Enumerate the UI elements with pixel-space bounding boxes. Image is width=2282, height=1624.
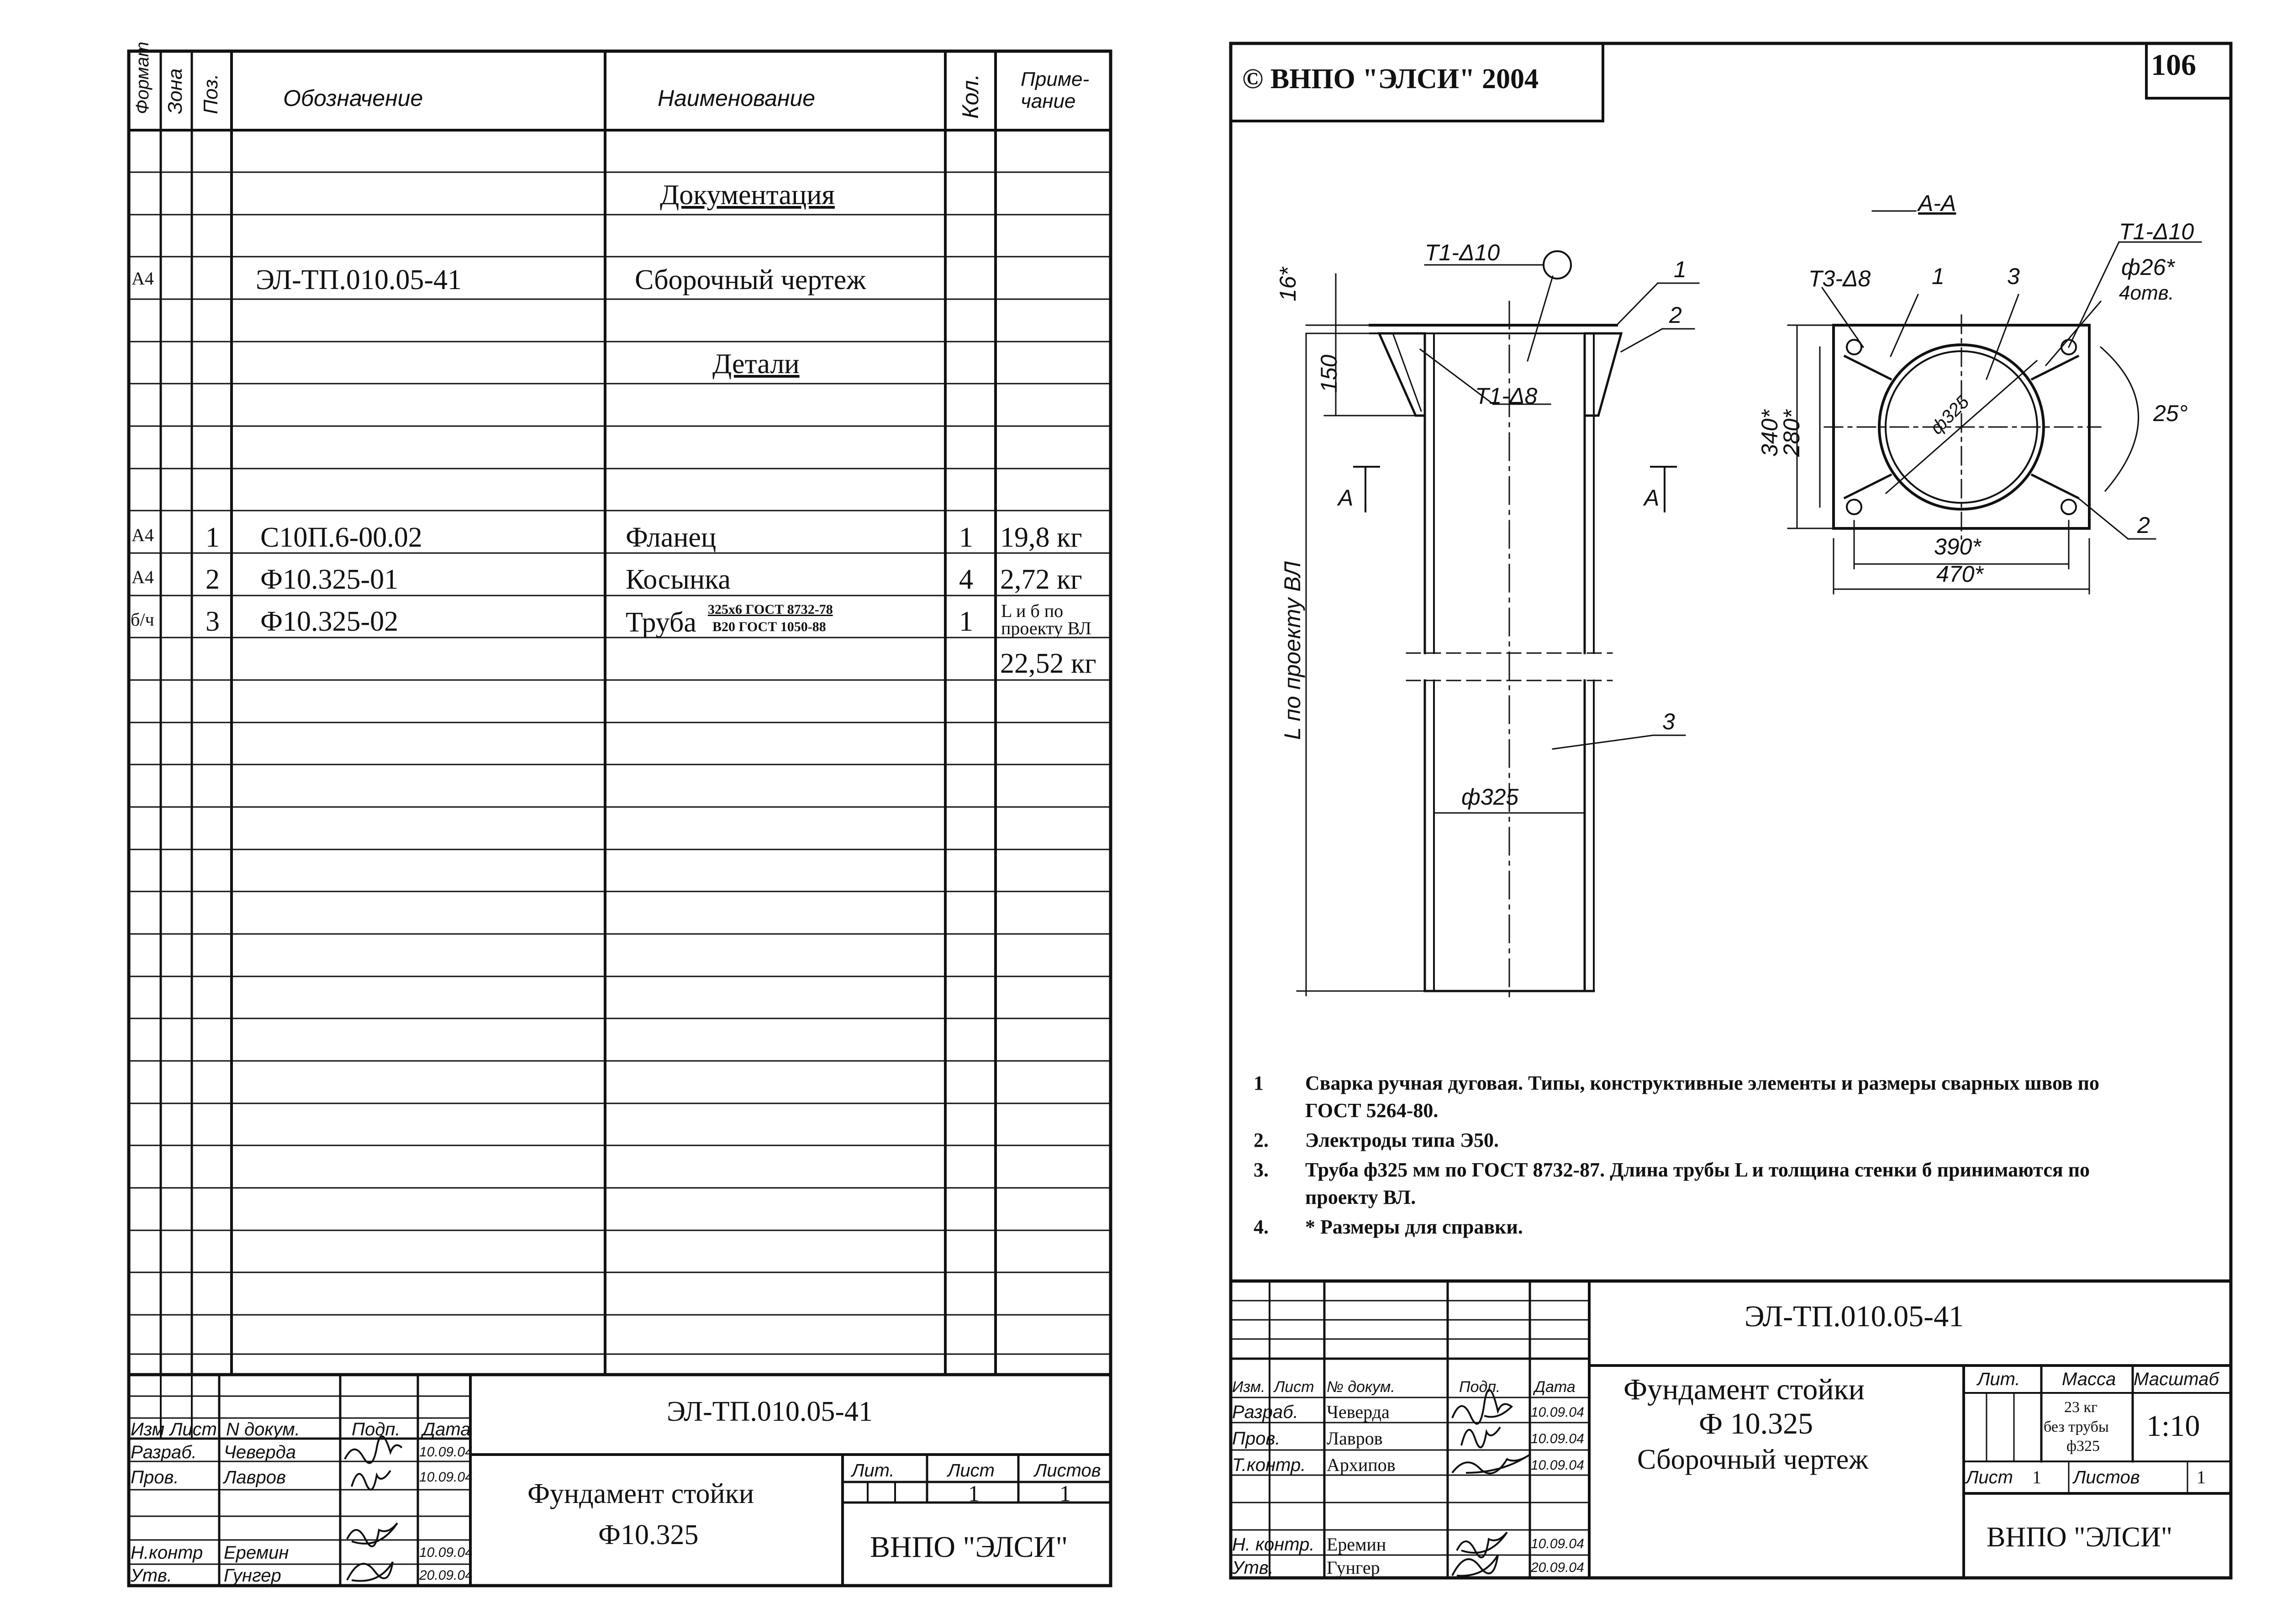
- dstamp-name-2: Лавров: [1327, 1428, 1383, 1449]
- drawing-stamp-title-3: Сборочный чертеж: [1637, 1444, 1869, 1475]
- dim-angle: 25°: [2153, 401, 2188, 426]
- dstamp-lit: Лит.: [1977, 1369, 2020, 1389]
- spec-stamp-title-2: Ф10.325: [598, 1519, 699, 1550]
- header-designation: Обозначение: [283, 85, 423, 111]
- header-format: Формат: [132, 42, 153, 114]
- stamp-name-2: Лавров: [224, 1467, 286, 1487]
- dstamp-role-4: Н. контр.: [1232, 1534, 1315, 1555]
- dstamp-mass-2: без трубы: [2044, 1418, 2109, 1435]
- row1-note: 19,8 кг: [1000, 522, 1082, 553]
- dstamp-mass-1: 23 кг: [2064, 1399, 2098, 1416]
- row2-name: Косынка: [626, 564, 731, 595]
- dstamp-date-2: 10.09.04: [1531, 1431, 1584, 1446]
- note-2-num: 2.: [1254, 1129, 1269, 1151]
- dstamp-scale-val: 1:10: [2146, 1409, 2200, 1443]
- dim-hole: ф26*: [2121, 254, 2175, 280]
- spec-stamp-sheets: Листов: [1034, 1461, 1101, 1481]
- pos2-elev: 2: [1669, 302, 1682, 328]
- stamp-head-izm: Изм: [131, 1419, 165, 1439]
- stamp-head-date: Дата: [422, 1419, 471, 1439]
- dim-d325-section: ф325: [1926, 391, 1973, 438]
- row3-note-1: L и б по: [1001, 601, 1064, 621]
- total-mass: 22,52 кг: [1000, 648, 1096, 679]
- dstamp-mass: Масса: [2062, 1369, 2116, 1389]
- spec-stamp-org: ВНПО "ЭЛСИ": [870, 1530, 1068, 1564]
- row2-designation: Ф10.325-01: [260, 564, 399, 595]
- row3-name-top: 325х6 ГОСТ 8732-78: [708, 602, 833, 617]
- weld-t1-8: Т1-Δ8: [1475, 383, 1538, 409]
- dim-d325-elev: ф325: [1461, 784, 1519, 810]
- stamp-head-list: Лист: [170, 1419, 217, 1439]
- dstamp-head-list: Лист: [1274, 1378, 1314, 1396]
- stamp-date-1: 10.09.04: [419, 1445, 473, 1460]
- dim-150: 150: [1316, 354, 1342, 393]
- row3-format: б/ч: [131, 609, 154, 630]
- header-pos: Поз.: [200, 74, 222, 114]
- note-1-text2: ГОСТ 5264-80.: [1305, 1099, 1439, 1122]
- row1-pos: 1: [206, 522, 220, 553]
- dim-16: 16*: [1275, 267, 1301, 301]
- dstamp-head-doc: № докум.: [1327, 1378, 1395, 1396]
- pos3-section: 3: [2007, 264, 2020, 289]
- row3-qty: 1: [959, 606, 973, 637]
- pos1-section: 1: [1932, 264, 1945, 289]
- row3-note-2: проекту ВЛ: [1001, 618, 1091, 638]
- note-2-text: Электроды типа Э50.: [1305, 1129, 1499, 1151]
- weld-t1-10-right: Т1-Δ10: [2119, 219, 2194, 244]
- stamp-role-2: Пров.: [131, 1467, 179, 1487]
- stamp-role-3: Н.контр: [131, 1543, 203, 1563]
- row2-format: А4: [132, 567, 154, 587]
- dstamp-head-izm: Изм.: [1232, 1378, 1265, 1396]
- pos2-section: 2: [2137, 512, 2150, 538]
- note-3-num: 3.: [1254, 1159, 1269, 1181]
- stamp-name-4: Гунгер: [224, 1566, 281, 1586]
- section-label: А-А: [1918, 190, 1956, 216]
- spec-stamp-sheets-val: 1: [1059, 1481, 1071, 1506]
- dstamp-head-date: Дата: [1534, 1378, 1576, 1396]
- row3-pos: 3: [206, 606, 220, 637]
- cut-mark-left: А: [1338, 485, 1354, 511]
- note-1-num: 1: [1254, 1072, 1264, 1094]
- row3-name-bottom: В20 ГОСТ 1050-88: [712, 619, 826, 634]
- header-zone: Зона: [164, 68, 186, 114]
- dstamp-name-5: Гунгер: [1327, 1557, 1380, 1578]
- dim-340: 340*: [1757, 410, 1782, 457]
- stamp-head-doc: N докум.: [226, 1419, 300, 1439]
- doc-format: А4: [132, 268, 154, 289]
- stamp-date-3: 10.09.04: [419, 1545, 473, 1560]
- dim-390: 390*: [1934, 534, 1981, 559]
- row1-name: Фланец: [626, 522, 717, 553]
- drawing-stamp-title-1: Фундамент стойки: [1623, 1373, 1865, 1406]
- row1-qty: 1: [959, 522, 973, 553]
- pos1-elev: 1: [1674, 257, 1686, 282]
- pos3-elev: 3: [1662, 709, 1675, 734]
- dstamp-head-sign: Подп.: [1459, 1378, 1501, 1396]
- row3-designation: Ф10.325-02: [260, 606, 399, 637]
- dstamp-date-3: 10.09.04: [1531, 1458, 1584, 1473]
- drawing-stamp-title-2: Ф 10.325: [1699, 1407, 1813, 1440]
- spec-stamp-sheet-val: 1: [968, 1481, 980, 1506]
- stamp-name-3: Еремин: [224, 1543, 289, 1563]
- dstamp-sheet: Лист: [1966, 1467, 2013, 1487]
- stamp-name-1: Чеверда: [224, 1442, 296, 1462]
- spec-stamp-code: ЭЛ-ТП.010.05-41: [667, 1396, 873, 1427]
- copyright: © ВНПО "ЭЛСИ" 2004: [1242, 63, 1539, 95]
- row1-designation: С10П.6-00.02: [260, 522, 422, 553]
- dstamp-role-2: Пров.: [1232, 1429, 1281, 1449]
- doc-designation: ЭЛ-ТП.010.05-41: [256, 264, 462, 295]
- dstamp-date-5: 20.09.04: [1531, 1560, 1584, 1575]
- dim-l: L по проекту ВЛ: [1280, 561, 1305, 740]
- dstamp-sheets: Листов: [2073, 1467, 2140, 1487]
- stamp-role-4: Утв.: [131, 1566, 172, 1586]
- section-documentation: Документация: [660, 179, 835, 211]
- dstamp-role-5: Утв.: [1232, 1558, 1274, 1578]
- stamp-date-2: 10.09.04: [419, 1470, 473, 1485]
- weld-t1-10-left: Т1-Δ10: [1425, 240, 1500, 265]
- dstamp-name-3: Архипов: [1327, 1455, 1396, 1475]
- row2-note: 2,72 кг: [1000, 564, 1082, 595]
- stamp-role-1: Разраб.: [131, 1442, 197, 1462]
- dim-470: 470*: [1936, 561, 1983, 587]
- dstamp-mass-3: ф325: [2066, 1438, 2100, 1455]
- page-number: 106: [2151, 48, 2196, 82]
- spec-stamp-title-1: Фундамент стойки: [527, 1478, 754, 1509]
- row2-qty: 4: [959, 564, 973, 595]
- dstamp-date-4: 10.09.04: [1531, 1536, 1584, 1551]
- dstamp-org: ВНПО "ЭЛСИ": [1987, 1522, 2172, 1553]
- spec-stamp-sheet: Лист: [948, 1461, 995, 1481]
- stamp-head-sign: Подп.: [352, 1419, 401, 1439]
- note-4-num: 4.: [1254, 1216, 1269, 1238]
- dstamp-role-3: Т.контр.: [1232, 1455, 1306, 1475]
- spec-stamp-lit: Лит.: [852, 1461, 895, 1481]
- row2-pos: 2: [206, 564, 220, 595]
- row1-format: А4: [132, 525, 154, 545]
- doc-name: Сборочный чертеж: [635, 264, 866, 295]
- note-3-text: Труба ф325 мм по ГОСТ 8732-87. Длина трубы L и толщина стенки б принимаются по: [1305, 1159, 2090, 1181]
- dstamp-sheets-val: 1: [2197, 1467, 2206, 1487]
- dim-holes: 4отв.: [2119, 282, 2174, 304]
- dstamp-name-1: Чеверда: [1327, 1402, 1390, 1422]
- header-name: Наименование: [658, 85, 816, 111]
- dstamp-name-4: Еремин: [1327, 1534, 1386, 1555]
- dstamp-scale: Масштаб: [2134, 1369, 2219, 1389]
- row3-name: Труба: [626, 607, 696, 638]
- header-note: Приме- чание: [1021, 68, 1090, 113]
- dim-280: 280*: [1779, 410, 1804, 457]
- dstamp-role-1: Разраб.: [1232, 1402, 1298, 1422]
- note-3-text2: проекту ВЛ.: [1305, 1186, 1416, 1208]
- weld-t3-8: Т3-Δ8: [1808, 266, 1871, 291]
- section-details: Детали: [712, 348, 800, 380]
- header-qty: Кол.: [958, 74, 983, 119]
- stamp-date-4: 20.09.04: [419, 1568, 473, 1583]
- dstamp-date-1: 10.09.04: [1531, 1405, 1584, 1420]
- drawing-stamp-code: ЭЛ-ТП.010.05-41: [1744, 1300, 1964, 1333]
- note-1-text: Сварка ручная дуговая. Типы, конструктивные элементы и размеры сварных швов по: [1305, 1072, 2100, 1094]
- dstamp-sheet-val: 1: [2032, 1467, 2041, 1487]
- cut-mark-right: А: [1644, 485, 1660, 511]
- note-4-text: * Размеры для справки.: [1305, 1216, 1523, 1238]
